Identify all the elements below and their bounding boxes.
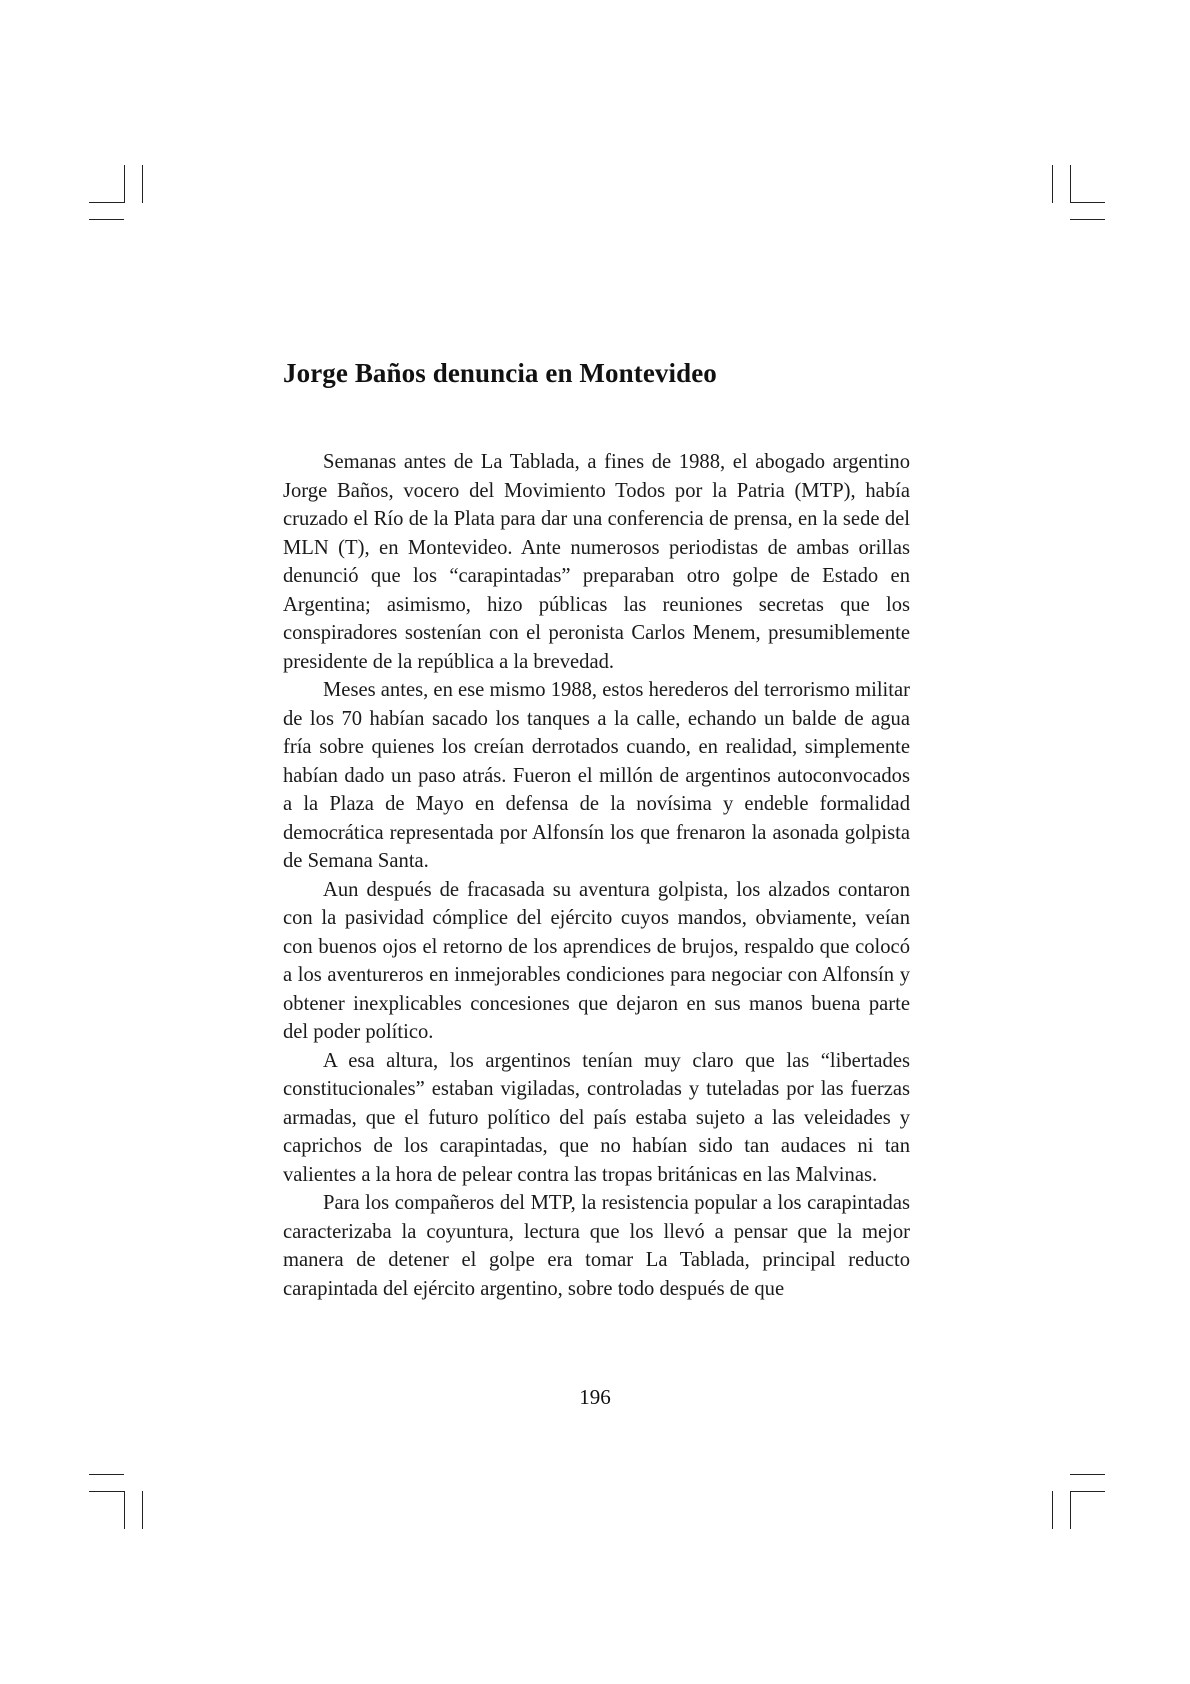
crop-mark bbox=[124, 165, 125, 203]
crop-mark bbox=[1070, 1491, 1071, 1529]
chapter-title: Jorge Baños denuncia en Montevideo bbox=[283, 358, 717, 388]
crop-mark bbox=[89, 1491, 124, 1492]
page-number: 196 bbox=[579, 1385, 611, 1409]
crop-mark bbox=[124, 1491, 125, 1529]
paragraph: Semanas antes de La Tablada, a fines de 1988, el abogado argentino Jorge Baños, vocero del Movimiento Todos por la Patria (MTP), había cruzado el Río de la Plata para dar una conferencia de prensa, en la sede del MLN (T), en Montevideo. Ante numerosos periodistas de ambas orillas denunció que los “carapintadas” preparaban otro golpe de Estado en Argentina; asimismo, hizo públicas las reuniones secretas que los conspiradores sostenían con el peronista Carlos Menem, presumiblemente presidente de la república a la brevedad. bbox=[283, 451, 910, 673]
crop-mark bbox=[89, 202, 124, 203]
paragraph: Aun después de fracasada su aventura golpista, los alzados contaron con la pasividad cómplice del ejército cuyos mandos, obviamente, veían con buenos ojos el retorno de los aprendices de brujos, respaldo que colocó a los aventureros en inmejorables condiciones para negociar con Alfonsín y obtener inexplicables concesiones que dejaron en sus manos buena parte del poder político. bbox=[283, 878, 910, 1043]
paragraph: Meses antes, en ese mismo 1988, estos herederos del terrorismo militar de los 70 habían sacado los tanques a la calle, echando un balde de agua fría sobre quienes los creían derrotados cuando, en realidad, simplemente habían dado un paso atrás. Fueron el millón de argentinos autoconvocados a la Plaza de Mayo en defensa de la novísima y endeble formalidad democrática representada por Alfonsín los que frenaron la asonada golpista de Semana Santa. bbox=[283, 679, 910, 872]
crop-mark bbox=[1052, 1491, 1053, 1529]
crop-mark bbox=[1070, 165, 1071, 203]
crop-mark bbox=[142, 165, 143, 203]
body-text bbox=[283, 448, 910, 1303]
crop-mark bbox=[1052, 165, 1053, 203]
crop-mark bbox=[1070, 202, 1105, 203]
crop-mark bbox=[1070, 219, 1105, 220]
crop-mark bbox=[89, 219, 124, 220]
crop-mark bbox=[1070, 1491, 1105, 1492]
crop-mark bbox=[142, 1491, 143, 1529]
crop-mark bbox=[1070, 1474, 1105, 1475]
crop-mark bbox=[89, 1474, 124, 1475]
paragraph: A esa altura, los argentinos tenían muy claro que las “libertades constitucionales” estaban vigiladas, controladas y tuteladas por las fuerzas armadas, que el futuro político del país estaba sujeto a las veleidades y caprichos de los carapintadas, que no habían sido tan audaces ni tan valientes a la hora de pelear contra las tropas británicas en las Malvinas. bbox=[283, 1049, 910, 1186]
paragraph: Para los compañeros del MTP, la resistencia popular a los carapintadas caracterizaba la coyuntura, lectura que los llevó a pensar que la mejor manera de detener el golpe era tomar La Tablada, principal reducto carapintada del ejército argentino, sobre todo después de que bbox=[283, 1192, 910, 1300]
